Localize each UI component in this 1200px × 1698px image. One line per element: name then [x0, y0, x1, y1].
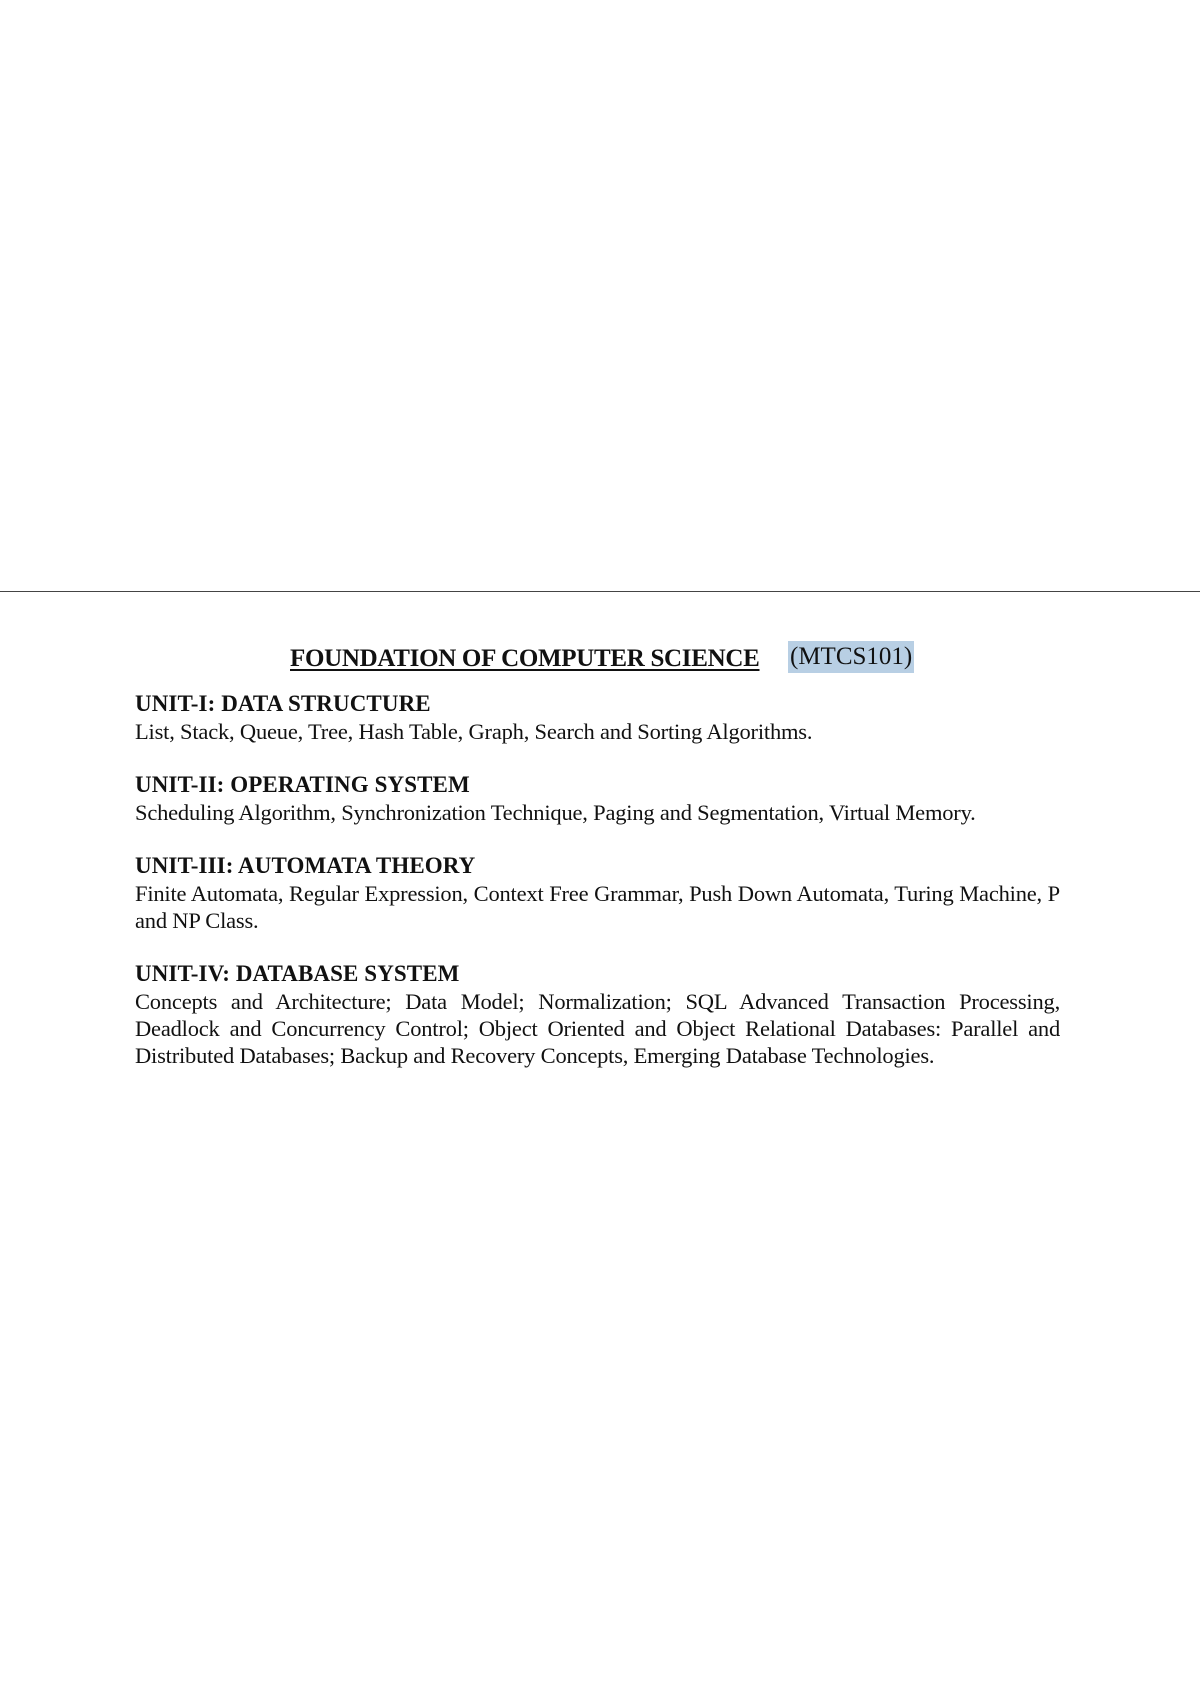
course-title: FOUNDATION OF COMPUTER SCIENCE	[290, 645, 760, 672]
course-title-row	[135, 645, 1060, 681]
unit-1	[135, 689, 1060, 745]
unit-topics: Finite Automata, Regular Expression, Context Free Grammar, Push Down Automata, Turing Machine, P and NP Class.	[135, 881, 1060, 933]
unit-heading: UNIT-I: DATA STRUCTURE	[135, 691, 431, 716]
unit-2	[135, 770, 1060, 826]
unit-topics: Scheduling Algorithm, Synchronization Technique, Paging and Segmentation, Virtual Memory.	[135, 800, 976, 825]
unit-heading: UNIT-IV: DATABASE SYSTEM	[135, 961, 460, 986]
unit-topics: Concepts and Architecture; Data Model; Normalization; SQL Advanced Transaction Processing, Deadlock and Concurrency Control; Object Oriented and Object Relational Databases: Parallel and Distributed Databases; Backup and Recovery Concepts, Emerging Database Technologies.	[135, 989, 1060, 1068]
unit-heading: UNIT-II: OPERATING SYSTEM	[135, 772, 470, 797]
course-code-highlighted[interactable]: (MTCS101)	[788, 641, 914, 673]
unit-4	[135, 959, 1060, 1069]
unit-heading: UNIT-III: AUTOMATA THEORY	[135, 853, 476, 878]
unit-3	[135, 851, 1060, 934]
unit-topics: List, Stack, Queue, Tree, Hash Table, Graph, Search and Sorting Algorithms.	[135, 719, 813, 744]
page-divider	[0, 591, 1200, 592]
syllabus-section	[135, 645, 1060, 1094]
